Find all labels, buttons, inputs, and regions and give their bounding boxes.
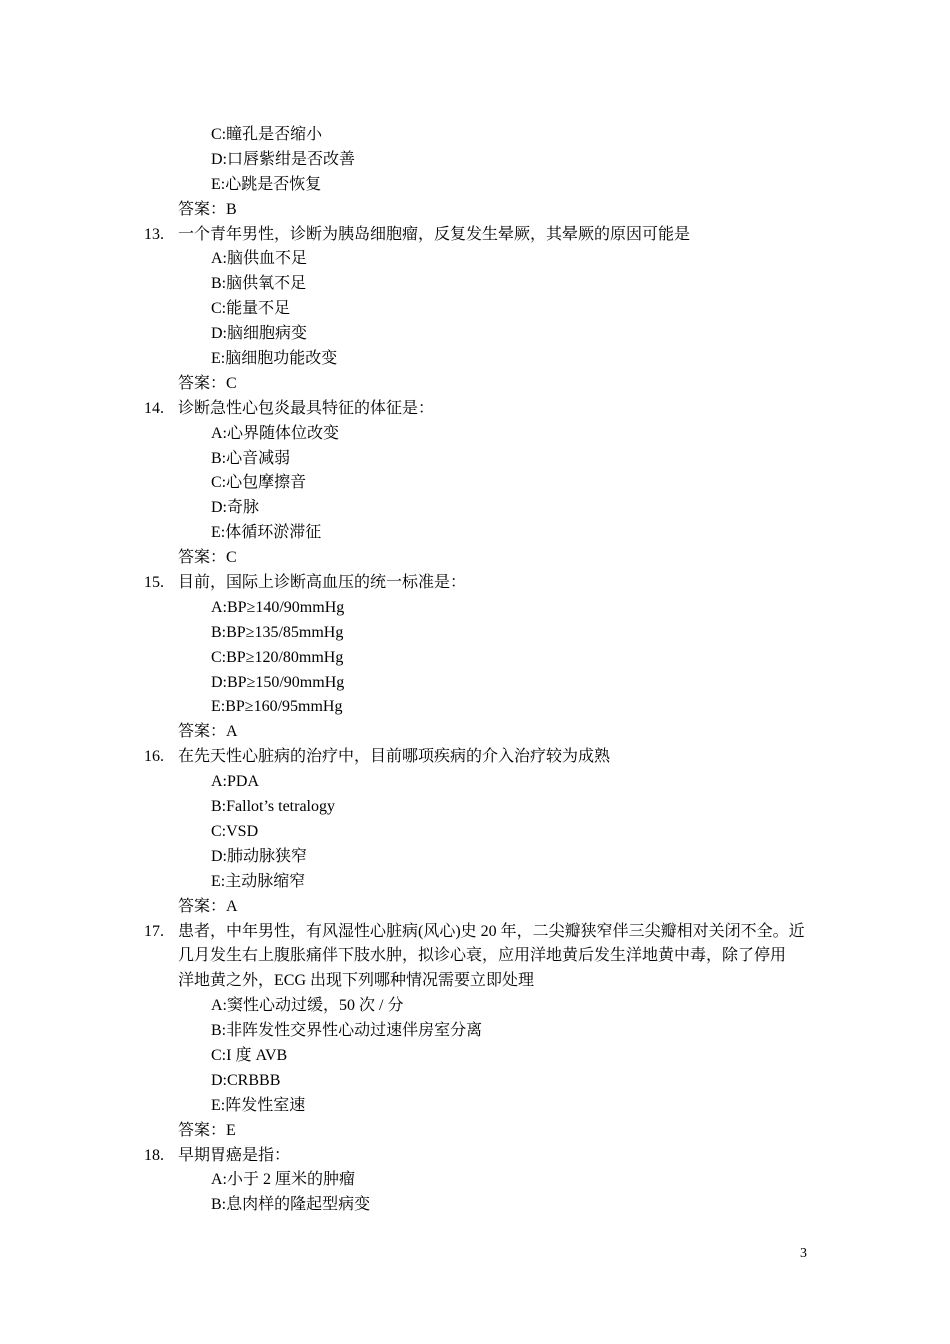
option-text: C:心包摩擦音: [211, 474, 307, 492]
option-text: E:体循环淤滞征: [211, 524, 322, 542]
option-text: E:脑细胞功能改变: [211, 350, 338, 368]
question-number: 18.: [144, 1146, 164, 1164]
option-text: A:窦性心动过缓，50 次 / 分: [211, 997, 404, 1015]
option-text: A:心界随体位改变: [211, 424, 340, 442]
question-list: [0, 123, 950, 1218]
question-15: [0, 571, 950, 596]
option-text: D:BP≥150/90mmHg: [211, 673, 345, 691]
answer-text: 答案：B: [178, 200, 237, 218]
option-text: E:BP≥160/95mmHg: [211, 698, 343, 716]
option-text: B:非阵发性交界性心动过速伴房室分离: [211, 1022, 483, 1040]
option-text: D:CRBBB: [211, 1071, 281, 1089]
option-text: B:息肉样的隆起型病变: [211, 1196, 371, 1214]
option-text: A:小于 2 厘米的肿瘤: [211, 1171, 356, 1189]
option-text: B:脑供氧不足: [211, 275, 307, 293]
option-text: C:瞳孔是否缩小: [211, 126, 323, 143]
question-text-line: 洋地黄之外，ECG 出现下列哪种情况需要立即处理: [178, 972, 535, 990]
question-number: 14.: [144, 399, 164, 417]
option-text: D:肺动脉狭窄: [211, 847, 308, 865]
option-text: E:主动脉缩窄: [211, 872, 306, 890]
answer-text: 答案：C: [178, 374, 237, 392]
question-18: [0, 1144, 950, 1169]
answer-text: 答案：A: [178, 723, 238, 741]
question-text-line: 几月发生右上腹胀痛伴下肢水肿，拟诊心衰，应用洋地黄后发生洋地黄中毒，除了停用: [178, 947, 787, 965]
question-13: [0, 223, 950, 248]
option-text: A:BP≥140/90mmHg: [211, 598, 345, 616]
question-17-continued: [0, 944, 950, 969]
question-number: 17.: [144, 922, 164, 940]
question-17: [0, 920, 950, 945]
question-text-line: 患者，中年男性，有风湿性心脏病(风心)史 20 年，二尖瓣狭窄伴三尖瓣相对关闭不全。近: [178, 922, 805, 940]
page-number: 3: [800, 1246, 807, 1261]
option-text: A:PDA: [211, 773, 260, 791]
answer-text: 答案：E: [178, 1121, 236, 1139]
answer-text: 答案：C: [178, 549, 237, 567]
question-text: 诊断急性心包炎最具特征的体征是：: [178, 399, 435, 417]
option-text: B:Fallot’s tetralogy: [211, 798, 335, 816]
question-16: [0, 745, 950, 770]
option-text: D:脑细胞病变: [211, 325, 308, 343]
question-number: 13.: [144, 225, 164, 243]
option-text: D:奇脉: [211, 499, 260, 517]
question-17-continued: [0, 969, 950, 994]
option-text: E:阵发性室速: [211, 1096, 306, 1114]
option-text: D:口唇紫绀是否改善: [211, 150, 356, 168]
question-text: 一个青年男性，诊断为胰岛细胞瘤，反复发生晕厥，其晕厥的原因可能是: [178, 225, 691, 243]
option-text: C:能量不足: [211, 300, 291, 318]
option-text: B:心音减弱: [211, 449, 291, 467]
question-text: 目前，国际上诊断高血压的统一标准是：: [178, 574, 467, 592]
answer-text: 答案：A: [178, 897, 238, 915]
question-number: 15.: [144, 574, 164, 592]
option-text: C:BP≥120/80mmHg: [211, 648, 344, 666]
option-text: E:心跳是否恢复: [211, 175, 322, 193]
question-14: [0, 397, 950, 422]
question-text: 在先天性心脏病的治疗中，目前哪项疾病的介入治疗较为成熟: [178, 748, 611, 766]
option-text: C:VSD: [211, 822, 259, 840]
option-text: A:脑供血不足: [211, 250, 308, 268]
option-text: C:I 度 AVB: [211, 1046, 288, 1064]
option-text: B:BP≥135/85mmHg: [211, 623, 344, 641]
question-text: 早期胃癌是指：: [178, 1146, 291, 1164]
question-number: 16.: [144, 748, 164, 766]
